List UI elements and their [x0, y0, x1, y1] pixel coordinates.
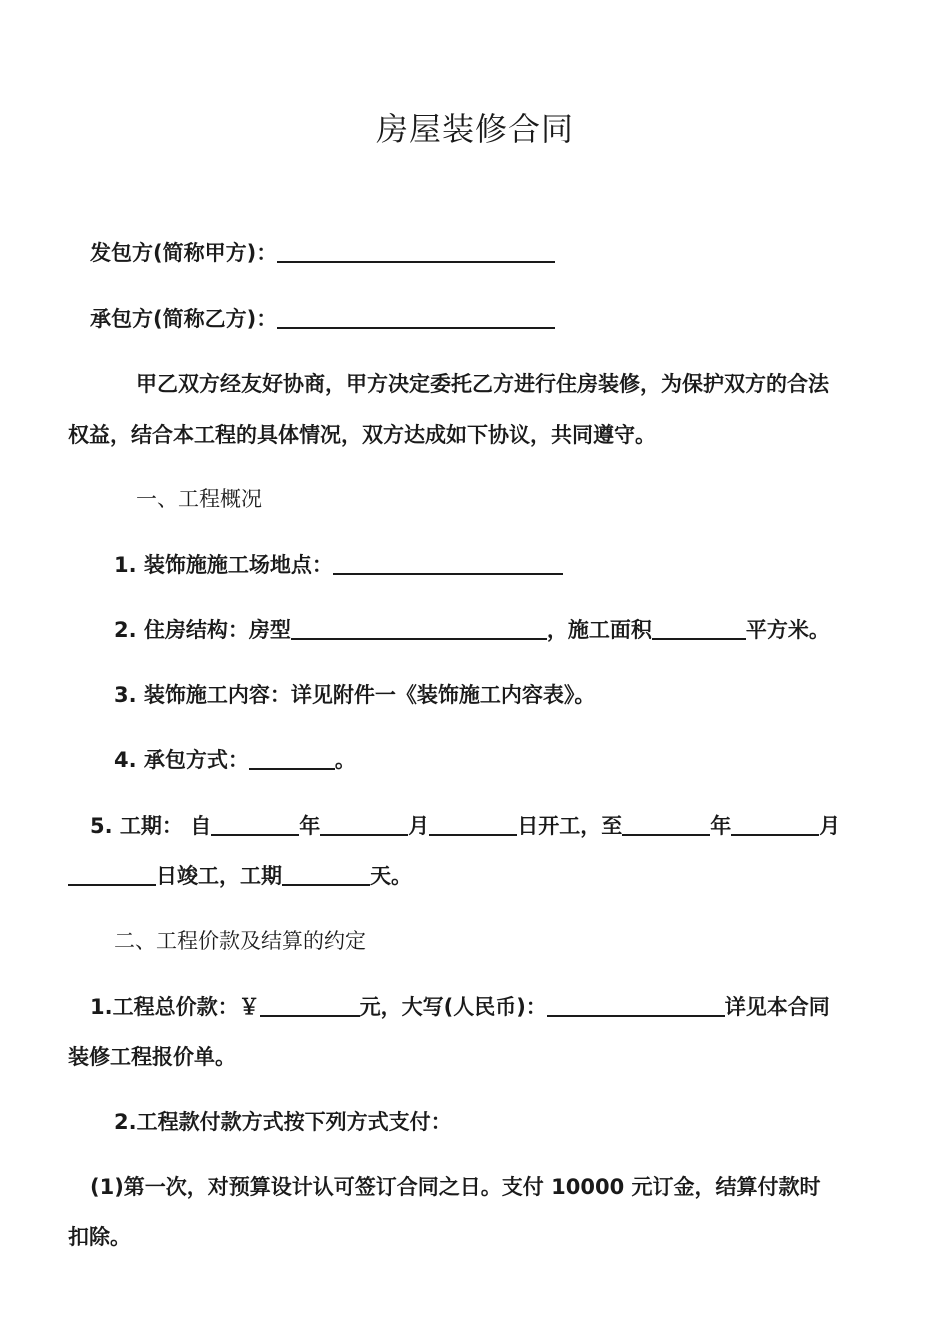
contract-mode-blank[interactable]: [249, 746, 335, 770]
area-blank[interactable]: [652, 616, 746, 640]
year-label-2: 年: [710, 814, 732, 838]
payment-1-line-2: [0, 1222, 950, 1252]
item-5-label: 5. 工期： 自: [90, 814, 212, 838]
intro-line-1: [0, 369, 950, 399]
party-b-line: [0, 304, 950, 334]
page-title: 房屋装修合同: [375, 110, 574, 148]
payment-1-text-2: 扣除。: [68, 1225, 131, 1249]
payment-1-line-1: [0, 1172, 950, 1202]
intro-line-2: [0, 420, 950, 450]
year-label: 年: [299, 814, 321, 838]
item-2-area-label: ，施工面积: [546, 618, 652, 642]
item-4-end: 。: [334, 748, 356, 772]
price-text-2: 装修工程报价单。: [68, 1045, 236, 1069]
start-label: 日开工，至: [517, 814, 623, 838]
price-line-1: [0, 992, 950, 1022]
section-2-title: 二、工程价款及结算的约定: [114, 929, 366, 953]
item-2-line: [0, 615, 950, 645]
section-1-title: 一、工程概况: [136, 487, 262, 511]
start-month-blank[interactable]: [320, 812, 408, 836]
item-3-text: 3. 装饰施工内容：详见附件一《装饰施工内容表》。: [114, 683, 596, 707]
price-blank[interactable]: [260, 993, 360, 1017]
price-uppercase-blank[interactable]: [547, 993, 725, 1017]
end-year-blank[interactable]: [622, 812, 710, 836]
price-label: 1.工程总价款：￥: [90, 995, 260, 1019]
section-1-line: [0, 484, 950, 514]
end-day-blank[interactable]: [68, 862, 156, 886]
item-1-label: 1. 装饰施施工场地点：: [114, 553, 333, 577]
payment-title: 2.工程款付款方式按下列方式支付：: [114, 1110, 452, 1134]
item-3-line: [0, 680, 950, 710]
month-label: 月: [408, 814, 430, 838]
intro-text-2: 权益，结合本工程的具体情况，双方达成如下协议，共同遵守。: [68, 423, 656, 447]
section-2-line: [0, 926, 950, 956]
item-1-line: [0, 550, 950, 580]
days-label: 天。: [370, 864, 412, 888]
end-month-blank[interactable]: [731, 812, 819, 836]
price-line-2: [0, 1042, 950, 1072]
party-a-blank[interactable]: [277, 239, 555, 263]
duration-blank[interactable]: [282, 862, 370, 886]
end-day-label: 日竣工，工期: [156, 864, 282, 888]
start-year-blank[interactable]: [211, 812, 299, 836]
site-address-blank[interactable]: [333, 551, 563, 575]
payment-1-text-1: (1)第一次，对预算设计认可签订合同之日。支付 10000 元订金，结算付款时: [90, 1175, 821, 1199]
price-tail: 详见本合同: [724, 995, 830, 1019]
price-yuan: 元，大写(人民币)：: [359, 995, 547, 1019]
start-day-blank[interactable]: [429, 812, 517, 836]
item-4-label: 4. 承包方式：: [114, 748, 249, 772]
item-5-line-2: [0, 861, 950, 891]
month-label-2: 月: [819, 814, 841, 838]
item-2-label: 2. 住房结构：房型: [114, 618, 291, 642]
party-a-line: [0, 238, 950, 268]
house-type-blank[interactable]: [291, 616, 547, 640]
party-a-label: 发包方(简称甲方)：: [90, 241, 278, 265]
intro-text-1: 甲乙双方经友好协商，甲方决定委托乙方进行住房装修，为保护双方的合法: [136, 372, 829, 396]
party-b-blank[interactable]: [277, 305, 555, 329]
payment-title-line: [0, 1107, 950, 1137]
party-b-label: 承包方(简称乙方)：: [90, 307, 278, 331]
item-2-unit: 平方米。: [745, 618, 830, 642]
item-5-line-1: [0, 811, 950, 841]
item-4-line: [0, 745, 950, 775]
